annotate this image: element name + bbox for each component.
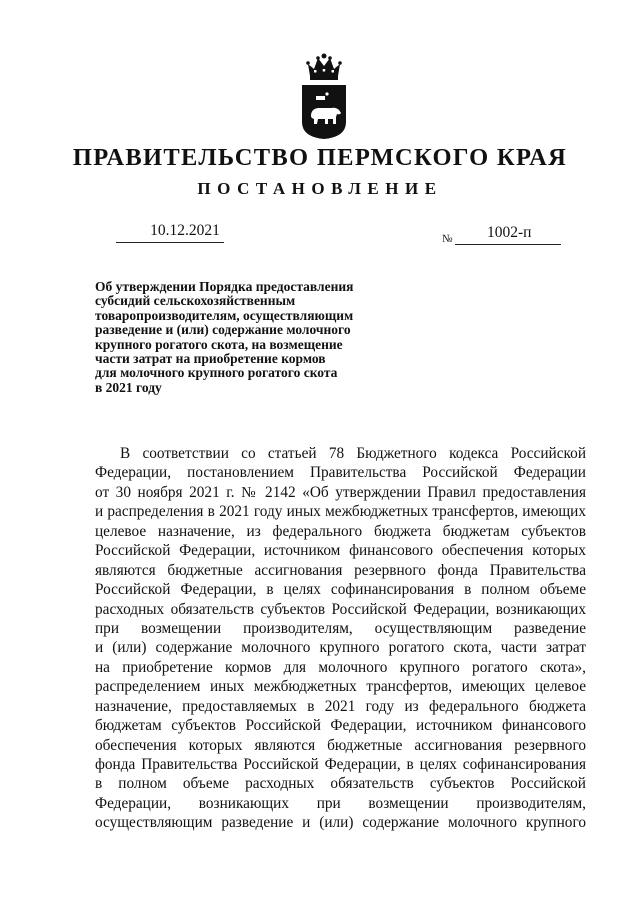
document-subject (95, 280, 395, 395)
subject-line: для молочного крупного рогатого скота (95, 365, 338, 381)
subject-line: части затрат на приобретение кормов (95, 351, 326, 367)
body-line: фонда Правительства Российской Федерации, в целях софинансирования (95, 756, 586, 773)
body-line: назначение, предоставляемых в 2021 году из федерального бюджета (95, 697, 586, 715)
body-line: и (или) содержание молочного крупного рогатого скота, части затрат (95, 639, 586, 657)
body-line: Федерации, возникающих при возмещении производителям, (95, 794, 586, 812)
subject-line: разведение и (или) содержание молочного (95, 322, 351, 338)
body-line: расходных обязательств субъектов Российской Федерации, возникающих (95, 600, 586, 618)
government-title: ПРАВИТЕЛЬСТВО ПЕРМСКОГО КРАЯ (72, 144, 568, 171)
document-type: ПОСТАНОВЛЕНИЕ (197, 179, 443, 198)
body-line: Российской Федерации, в целях софинансирования в полном объеме (95, 581, 586, 599)
body-line: целевое назначение, из федерального бюджета бюджетам субъектов (95, 522, 586, 540)
subject-line: крупного рогатого скота, на возмещение (95, 336, 343, 352)
body-line: в полном объеме расходных обязательств субъектов Российской (95, 775, 586, 793)
body-line: при возмещении производителям, осуществляющим разведение (95, 619, 586, 637)
number-underline (455, 244, 561, 245)
body-line: В соответствии со статьей 78 Бюджетного кодекса Российской (120, 445, 586, 462)
subject-line: Об утверждении Порядка предоставления (95, 279, 354, 294)
document-date: 10.12.2021 (150, 222, 220, 239)
subject-line: в 2021 году (95, 379, 162, 395)
document-body (95, 444, 586, 833)
body-line: распределением иных межбюджетных трансфертов, имеющих целевое (95, 678, 586, 696)
document-number: 1002-п (487, 224, 532, 241)
subject-line: субсидий сельскохозяйственным (95, 293, 296, 309)
coat-of-arms-icon (299, 52, 349, 140)
subject-line: товаропроизводителям, осуществляющим (95, 307, 354, 323)
body-line: являются бюджетные ассигнования резервного фонда Правительства (95, 561, 586, 579)
body-line: осуществляющим разведение и (или) содержание молочного крупного (95, 814, 586, 832)
body-line: бюджетам субъектов Российской Федерации, источником финансового (95, 717, 586, 735)
body-line: Российской Федерации, источником финансового обеспечения которых (95, 542, 586, 560)
body-line: от 30 ноября 2021 г. № 2142 «Об утверждении Правил предоставления (95, 483, 586, 501)
body-line: на приобретение кормов для молочного крупного рогатого скота», (95, 658, 586, 676)
body-line: Федерации, постановлением Правительства Российской Федерации (95, 464, 586, 482)
number-sign: № (442, 233, 453, 245)
body-line: и распределения в 2021 году иных межбюджетных трансфертов, имеющих (95, 503, 586, 521)
date-field (116, 222, 224, 243)
date-underline (116, 242, 224, 243)
body-line: обеспечения которых являются бюджетные ассигнования резервного (95, 736, 586, 754)
